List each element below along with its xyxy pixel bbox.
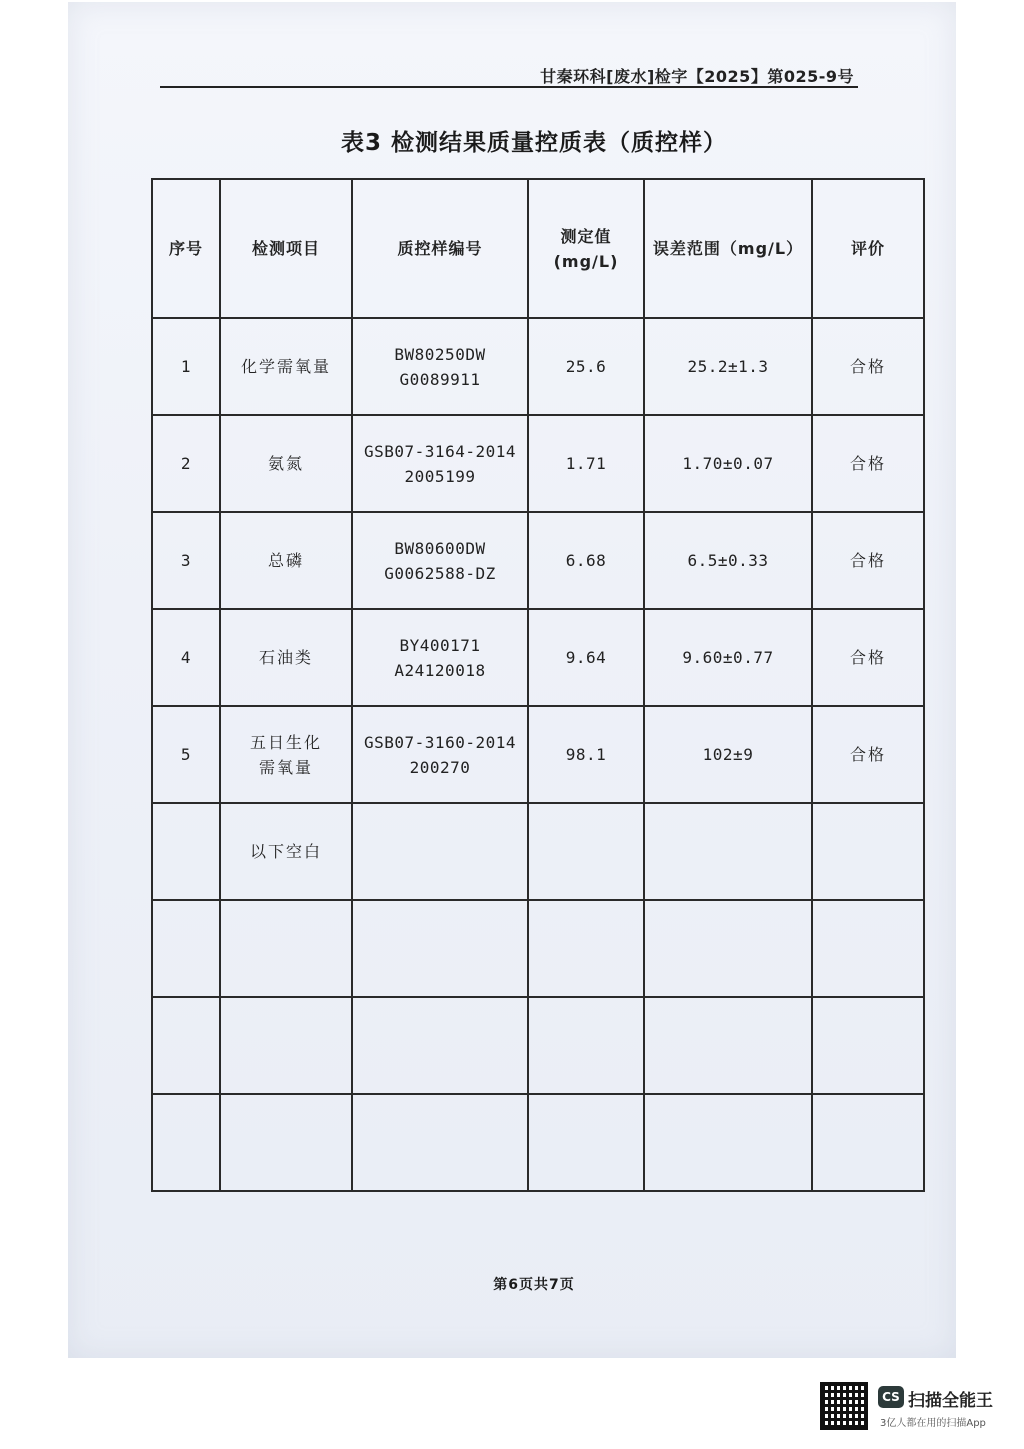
table-row bbox=[152, 609, 924, 706]
qr-code-icon bbox=[820, 1382, 868, 1430]
row-sample-id bbox=[352, 803, 528, 900]
page-number: 第6页共7页 bbox=[493, 1277, 575, 1293]
col-header-evaluation: 评价 bbox=[812, 179, 924, 318]
row-result: 合格 bbox=[812, 415, 924, 512]
row-sample-id: BW80250DW G0089911 bbox=[352, 318, 528, 415]
header-divider bbox=[160, 86, 858, 88]
row-no: 3 bbox=[152, 512, 220, 609]
camscanner-logo-icon: CS bbox=[878, 1386, 904, 1408]
row-sample-id: GSB07-3160-2014 200270 bbox=[352, 706, 528, 803]
table-row bbox=[152, 512, 924, 609]
report-number: 甘秦环科[废水]检字【2025】第025-9号 bbox=[540, 67, 854, 86]
row-sample-id: BY400171 A24120018 bbox=[352, 609, 528, 706]
row-no: 4 bbox=[152, 609, 220, 706]
row-value: 25.6 bbox=[528, 318, 644, 415]
col-header-measured-unit: (mg/L) bbox=[553, 251, 619, 271]
row-sample-id bbox=[352, 997, 528, 1094]
row-item: 以下空白 bbox=[220, 803, 352, 900]
row-value bbox=[528, 1094, 644, 1191]
row-sample-id: GSB07-3164-2014 2005199 bbox=[352, 415, 528, 512]
row-item bbox=[220, 997, 352, 1094]
row-sample-id bbox=[352, 900, 528, 997]
row-no: 2 bbox=[152, 415, 220, 512]
row-value bbox=[528, 900, 644, 997]
row-item bbox=[220, 900, 352, 997]
table-row-empty bbox=[152, 900, 924, 997]
table-title: 表3 检测结果质量控质表（质控样） bbox=[340, 130, 727, 156]
row-no bbox=[152, 803, 220, 900]
row-result bbox=[812, 803, 924, 900]
row-item: 总磷 bbox=[220, 512, 352, 609]
row-result: 合格 bbox=[812, 609, 924, 706]
table-row bbox=[152, 318, 924, 415]
row-range bbox=[644, 900, 812, 997]
row-item: 五日生化 需氧量 bbox=[220, 706, 352, 803]
row-sample-id bbox=[352, 1094, 528, 1191]
table-row bbox=[152, 706, 924, 803]
table-row bbox=[152, 415, 924, 512]
row-result bbox=[812, 1094, 924, 1191]
row-item: 化学需氧量 bbox=[220, 318, 352, 415]
row-range: 25.2±1.3 bbox=[644, 318, 812, 415]
table-row-empty bbox=[152, 1094, 924, 1191]
col-header-measured-label: 测定值 bbox=[560, 226, 612, 246]
col-header-item: 检测项目 bbox=[220, 179, 352, 318]
table-header-row bbox=[152, 179, 924, 318]
row-no bbox=[152, 900, 220, 997]
col-header-no: 序号 bbox=[152, 179, 220, 318]
row-item: 石油类 bbox=[220, 609, 352, 706]
row-range bbox=[644, 803, 812, 900]
row-no: 1 bbox=[152, 318, 220, 415]
col-header-measured-value bbox=[528, 179, 644, 318]
row-range: 102±9 bbox=[644, 706, 812, 803]
table-row-empty bbox=[152, 997, 924, 1094]
row-result: 合格 bbox=[812, 512, 924, 609]
row-no bbox=[152, 1094, 220, 1191]
row-range: 6.5±0.33 bbox=[644, 512, 812, 609]
row-range bbox=[644, 1094, 812, 1191]
row-result bbox=[812, 997, 924, 1094]
row-result: 合格 bbox=[812, 706, 924, 803]
col-header-error-range: 误差范围（mg/L） bbox=[644, 179, 812, 318]
row-value: 9.64 bbox=[528, 609, 644, 706]
row-value: 98.1 bbox=[528, 706, 644, 803]
row-value bbox=[528, 803, 644, 900]
row-range: 1.70±0.07 bbox=[644, 415, 812, 512]
table-row-blank-note bbox=[152, 803, 924, 900]
row-no: 5 bbox=[152, 706, 220, 803]
quality-control-table bbox=[151, 178, 925, 1192]
scanner-watermark bbox=[820, 1382, 1020, 1432]
row-value: 1.71 bbox=[528, 415, 644, 512]
row-item bbox=[220, 1094, 352, 1191]
row-range bbox=[644, 997, 812, 1094]
row-result: 合格 bbox=[812, 318, 924, 415]
row-item: 氨氮 bbox=[220, 415, 352, 512]
col-header-sample-id: 质控样编号 bbox=[352, 179, 528, 318]
row-no bbox=[152, 997, 220, 1094]
row-result bbox=[812, 900, 924, 997]
row-value: 6.68 bbox=[528, 512, 644, 609]
row-range: 9.60±0.77 bbox=[644, 609, 812, 706]
scanner-app-name: 扫描全能王 bbox=[908, 1391, 993, 1411]
scanner-app-slogan: 3亿人都在用的扫描App bbox=[880, 1418, 986, 1429]
row-value bbox=[528, 997, 644, 1094]
row-sample-id: BW80600DW G0062588-DZ bbox=[352, 512, 528, 609]
